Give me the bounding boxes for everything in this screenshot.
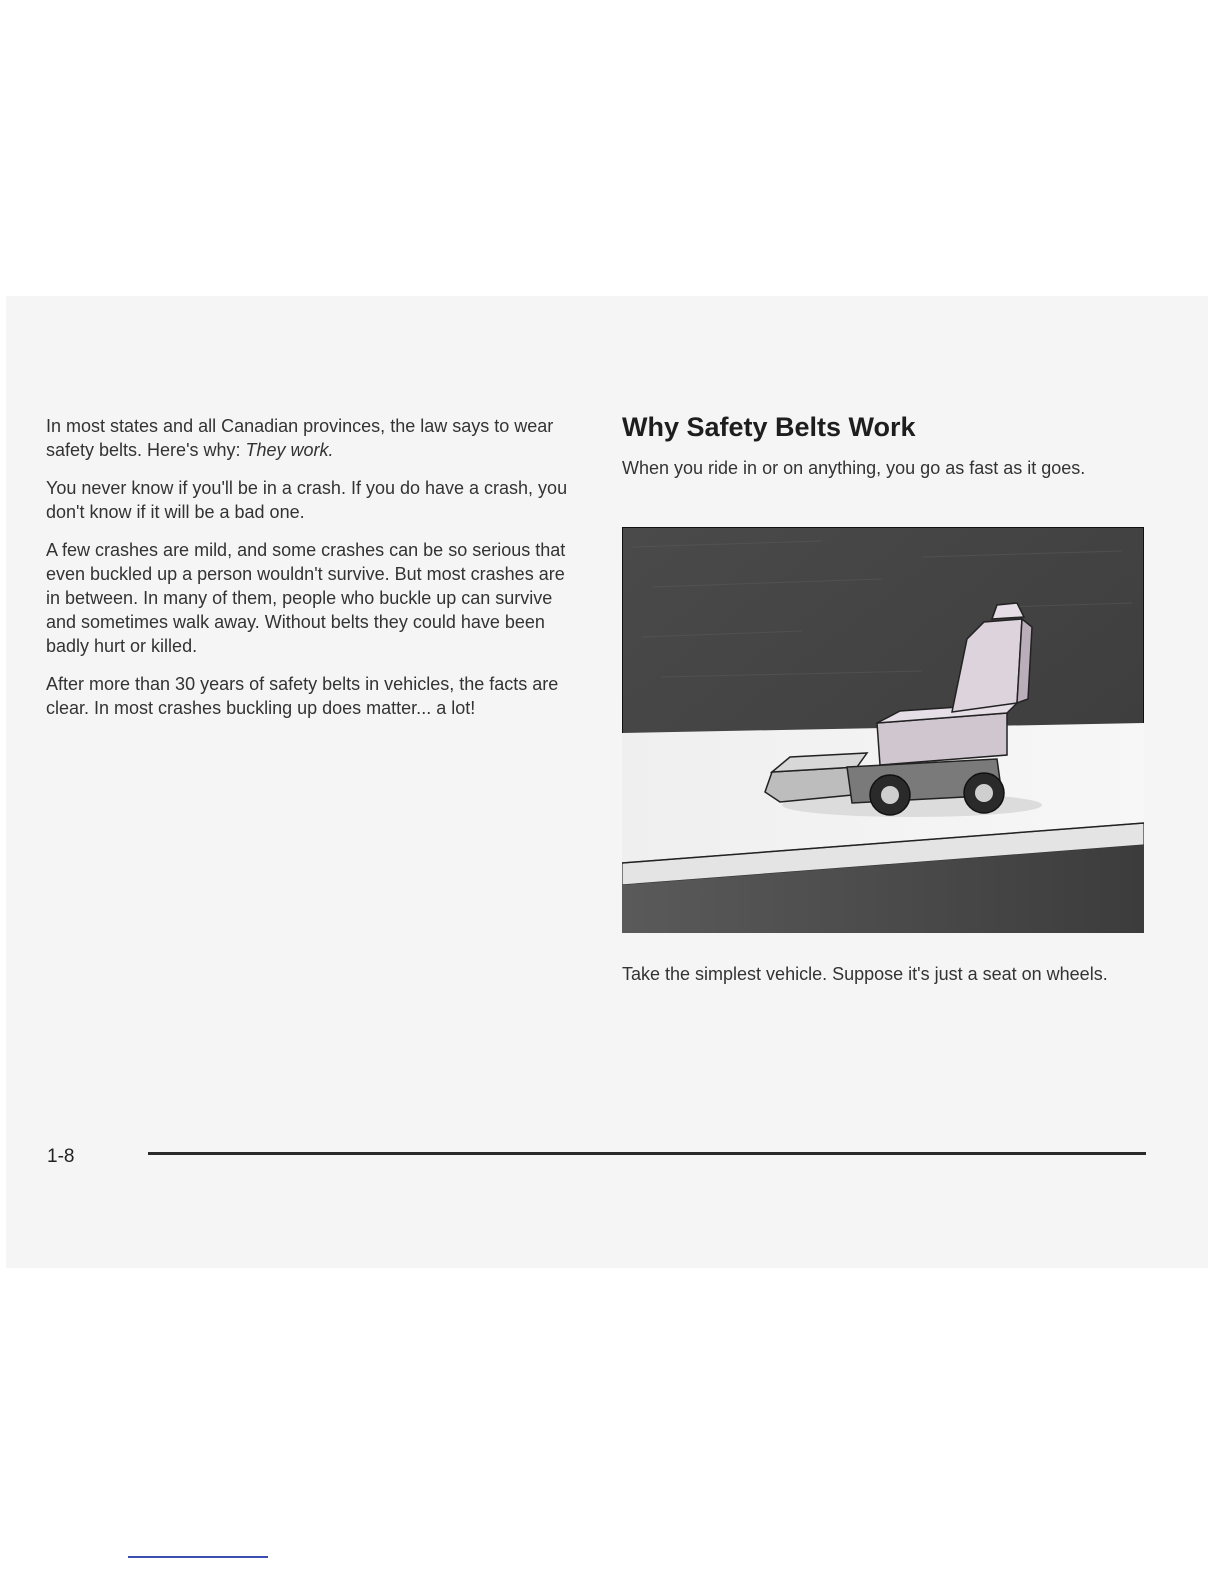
- left-column: [46, 414, 576, 734]
- bottom-link-mark: [128, 1556, 268, 1558]
- intro-paragraph: When you ride in or on anything, you go as fast as it goes.: [622, 458, 1086, 478]
- illustration-caption: Take the simplest vehicle. Suppose it's just a seat on wheels.: [622, 964, 1108, 984]
- footer-rule: [148, 1152, 1146, 1155]
- seat-on-wheels-illustration: [622, 527, 1144, 933]
- paragraph-crash-severity: A few crashes are mild, and some crashes can be so serious that even buckled up a person wouldn't survive. But most crashes are in between. In many of them, people who buckle up can survive and sometimes walk away. Without belts they could have been badly hurt or killed.: [46, 540, 566, 656]
- paragraph-law-emphasis: They work.: [245, 440, 334, 460]
- paragraph-crash-unknown: You never know if you'll be in a crash. If you do have a crash, you don't know if it will be a bad one.: [46, 478, 568, 522]
- wheel-rear-right: [964, 773, 1004, 813]
- paragraph-facts: After more than 30 years of safety belts in vehicles, the facts are clear. In most crashes buckling up does matter... a lot!: [46, 674, 559, 718]
- page-number: 1-8: [47, 1146, 75, 1167]
- right-column: [622, 410, 1144, 494]
- wheel-front-left: [870, 775, 910, 815]
- section-heading: Why Safety Belts Work: [622, 412, 916, 442]
- illustration-caption-block: [622, 962, 1144, 1000]
- paragraph-law-text: In most states and all Canadian provinces, the law says to wear safety belts. Here's why:: [46, 416, 554, 460]
- paragraph-law: [46, 414, 576, 462]
- illustration-svg: [622, 527, 1144, 933]
